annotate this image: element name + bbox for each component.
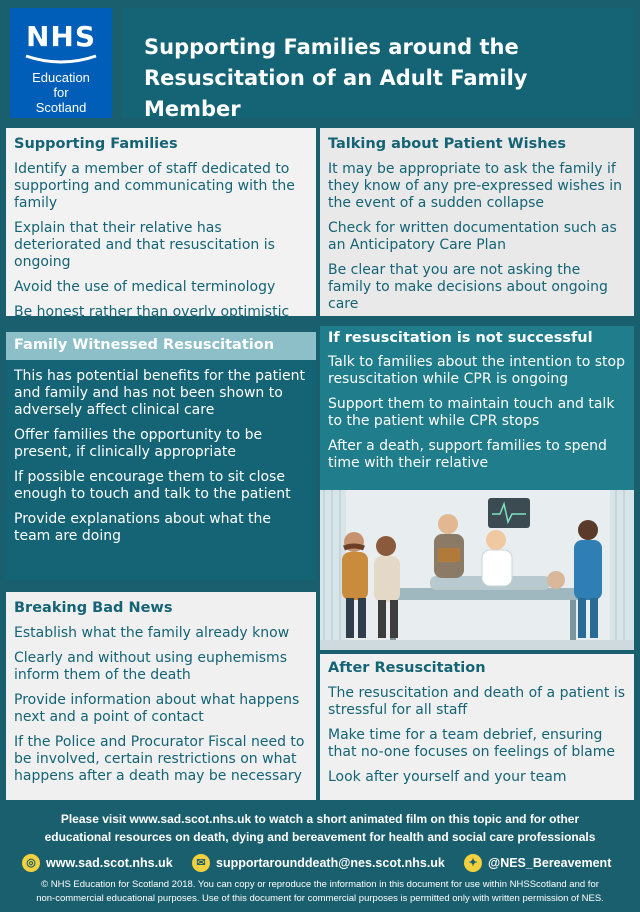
visit-message (0, 806, 640, 850)
envelope-icon: ✉ (192, 854, 210, 872)
list-item: Provide information about what happens next and a point of contact (14, 692, 300, 725)
family-witnessed-header-bar (6, 332, 316, 360)
list-item: Identify a member of staff dedicated to supporting and communicating with the family (14, 161, 295, 211)
resuscitation-illustration (320, 490, 634, 650)
list-item: It may be appropriate to ask the family if they know of any pre-expressed wishes in the event of a sudden collapse (328, 161, 623, 211)
doctor-head (486, 530, 506, 550)
logo-subtitle (10, 70, 112, 115)
monitor-icon (488, 498, 530, 528)
family-member-legs (378, 600, 386, 638)
logo-subtitle-line: Scotland (35, 100, 87, 115)
clipboard-icon (438, 548, 460, 562)
family-member-legs (358, 598, 366, 638)
family-member-body (374, 556, 400, 602)
list-item: Establish what the family already know (14, 625, 290, 641)
family-member-legs (390, 600, 398, 638)
title-box (122, 8, 634, 121)
website-link[interactable]: www.sad.scot.nhs.uk (46, 856, 173, 870)
logo-subtitle-line: for (53, 85, 69, 100)
list-item: Support them to maintain touch and talk to the patient while CPR stops (328, 396, 615, 429)
breaking-bad-news-panel (6, 592, 316, 800)
list-item: Talk to families about the intention to stop resuscitation while CPR is ongoing (328, 354, 625, 387)
list-item: After a death, support families to spend time with their relative (328, 438, 607, 471)
family-member-beard (344, 546, 364, 548)
patient-wishes-heading: Talking about Patient Wishes (328, 136, 567, 152)
globe-icon: ◎ (22, 854, 40, 872)
not-successful-panel (320, 326, 634, 490)
floor (320, 640, 634, 650)
copyright-notice (0, 878, 640, 906)
header (0, 0, 640, 124)
list-item: If the Police and Procurator Fiscal need to be involved, certain restrictions on what happens after a death may be necessary (14, 734, 305, 784)
nurse-legs (590, 598, 598, 638)
nurse-body (574, 540, 602, 600)
contact-bar (0, 852, 640, 874)
list-item: If possible encourage them to sit close enough to touch and talk to the patient (14, 469, 291, 502)
patient-wishes-panel (320, 128, 634, 316)
list-item: Avoid the use of medical terminology (14, 279, 276, 295)
list-item: Explain that their relative has deteriorated and that resuscitation is ongoing (14, 220, 275, 270)
visit-message-line: educational resources on death, dying and bereavement for health and social care professionals (44, 830, 596, 844)
family-member-legs (346, 598, 354, 638)
copyright-line: non-commercial educational purposes. Use of this document for commercial purposes is permitted only with written permission of NES. (36, 893, 604, 904)
email-link[interactable]: supportarounddeath@nes.scot.nhs.uk (216, 856, 445, 870)
logo-brand: NHS (25, 20, 97, 53)
supporting-families-panel (6, 128, 316, 320)
twitter-bird-icon: ✦ (464, 854, 482, 872)
family-witnessed-body (6, 360, 316, 545)
visit-message-line: Please visit www.sad.scot.nhs.uk to watch a short animated film on this topic and for other (60, 812, 580, 826)
not-successful-heading: If resuscitation is not successful (328, 330, 593, 346)
nhs-logo (10, 8, 112, 118)
list-item: Be clear that you are not asking the family to make decisions about ongoing care (328, 262, 608, 312)
bed-leg (570, 600, 576, 640)
supporting-families-heading: Supporting Families (14, 136, 178, 152)
curtain-right (610, 490, 634, 650)
logo-subtitle-line: Education (32, 70, 90, 85)
staff-head (438, 514, 458, 534)
list-item: Make time for a team debrief, ensuring that no-one focuses on feelings of blame (328, 727, 615, 760)
doctor-coat (482, 550, 512, 586)
list-item: The resuscitation and death of a patient is stressful for all staff (328, 685, 626, 718)
nurse-head (578, 520, 598, 540)
family-member-body (342, 552, 368, 600)
nurse-legs (578, 598, 586, 638)
page-title-line: Resuscitation of an Adult Family Member (144, 66, 528, 121)
patient-head (547, 571, 565, 589)
family-witnessed-panel (6, 332, 316, 580)
illustration-scene (320, 490, 634, 650)
breaking-bad-news-heading: Breaking Bad News (14, 600, 173, 616)
list-item: Offer families the opportunity to be present, if clinically appropriate (14, 427, 263, 460)
page-title (144, 32, 624, 125)
after-resuscitation-panel (320, 654, 634, 800)
twitter-handle[interactable]: @NES_Bereavement (488, 856, 612, 870)
copyright-line: © NHS Education for Scotland 2018. You can copy or reproduce the information in this document for use within NHSScotland and for (41, 879, 599, 890)
family-member-head (376, 536, 396, 556)
list-item: Check for written documentation such as an Anticipatory Care Plan (328, 220, 617, 253)
family-witnessed-heading: Family Witnessed Resuscitation (14, 337, 275, 353)
page-title-line: Supporting Families around the (144, 35, 519, 59)
after-resuscitation-heading: After Resuscitation (328, 660, 486, 676)
logo-swoosh-icon (24, 52, 98, 66)
list-item: Be honest rather than overly optimistic (14, 304, 290, 320)
list-item: Clearly and without using euphemisms inform them of the death (14, 650, 287, 683)
list-item: Look after yourself and your team (328, 769, 567, 785)
list-item: Provide explanations about what the team are doing (14, 511, 272, 544)
list-item: This has potential benefits for the patient and family and has not been shown to adversely affect clinical care (14, 368, 305, 418)
